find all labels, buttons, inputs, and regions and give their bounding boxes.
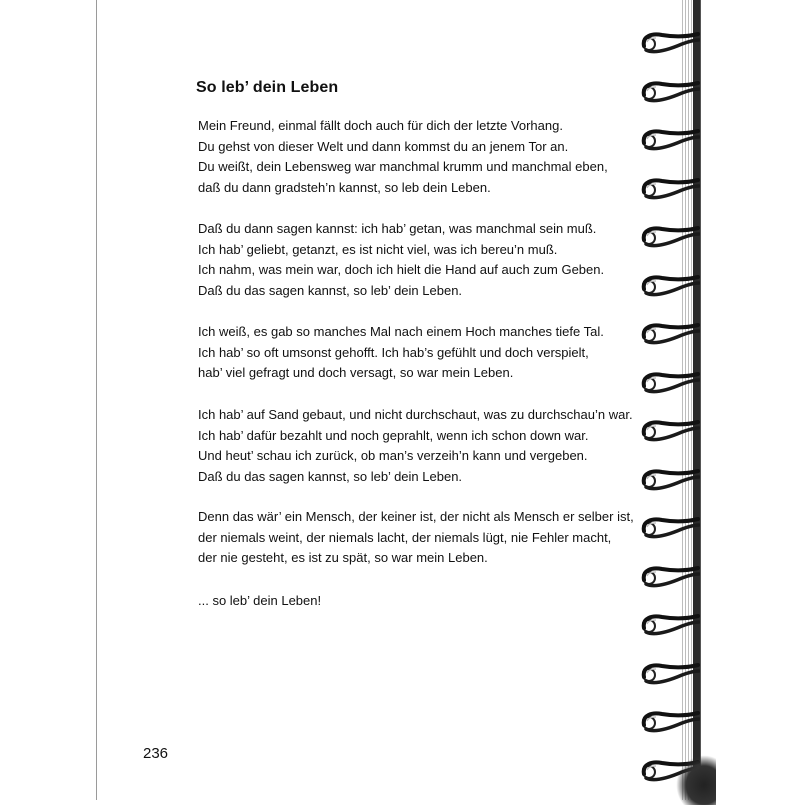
binding-ring — [638, 418, 700, 444]
binding-ring — [638, 709, 700, 735]
stanza-3 — [198, 322, 604, 384]
stanza-line: Und heut’ schau ich zurück, ob man’s verzeih’n kann und vergeben. — [198, 448, 588, 463]
binding-ring — [638, 30, 700, 56]
stanza-line: der niemals weint, der niemals lacht, der niemals lügt, nie Fehler macht, — [198, 529, 612, 545]
stanza-line: Daß du das sagen kannst, so leb’ dein Leben. — [198, 468, 463, 484]
page-title: So leb’ dein Leben — [196, 79, 339, 96]
stanza-line: Ich weiß, es gab so manches Mal nach einem Hoch manches tiefe Tal. — [198, 324, 604, 339]
page-number: 236 — [143, 745, 169, 762]
stanza-line: Mein Freund, einmal fällt doch auch für dich der letzte Vorhang. — [198, 118, 563, 133]
stanza-line: Du gehst von dieser Welt und dann kommst du an jenem Tor an. — [198, 138, 569, 154]
stanza-line: Du weißt, dein Lebensweg war manchmal krumm und manchmal eben, — [198, 159, 608, 174]
binding-ring — [638, 273, 700, 299]
binding-ring — [638, 224, 700, 250]
stanza-line: der nie gesteht, es ist zu spät, so war mein Leben. — [198, 550, 488, 565]
binding-ring — [638, 127, 700, 153]
binding-ring — [638, 661, 700, 687]
stanza-4 — [198, 405, 633, 487]
binding-ring — [638, 467, 700, 493]
binding-shadow — [676, 755, 716, 805]
stanza-line: Ich hab’ so oft umsonst gehofft. Ich hab’s gefühlt und doch verspielt, — [198, 344, 589, 360]
binding-ring — [638, 515, 700, 541]
stanza-line: Ich hab’ dafür bezahlt und noch geprahlt, wenn ich schon down war. — [198, 427, 589, 443]
stanza-line: daß du dann gradsteh’n kannst, so leb dein Leben. — [198, 179, 491, 195]
binding-ring — [638, 176, 700, 202]
stanza-line: Daß du dann sagen kannst: ich hab’ getan, was manchmal sein muß. — [198, 221, 597, 236]
binding-ring — [638, 370, 700, 396]
stanza-line: Ich hab’ geliebt, getanzt, es ist nicht viel, was ich bereu’n muß. — [198, 241, 558, 257]
stanza-line: Daß du das sagen kannst, so leb’ dein Leben. — [198, 282, 463, 298]
stanza-line: ... so leb’ dein Leben! — [198, 593, 322, 608]
stanza-2 — [198, 219, 604, 301]
stanza-line: Ich hab’ auf Sand gebaut, und nicht durchschaut, was zu durchschau’n war. — [198, 407, 633, 422]
stanza-6 — [198, 591, 321, 612]
binding-ring — [638, 321, 700, 347]
stanza-line: hab’ viel gefragt und doch versagt, so war mein Leben. — [198, 365, 514, 380]
binding-ring — [638, 79, 700, 105]
binding-ring — [638, 564, 700, 590]
stanza-line: Denn das wär’ ein Mensch, der keiner ist, der nicht als Mensch er selber ist, — [198, 509, 634, 524]
stanza-line: Ich nahm, was mein war, doch ich hielt die Hand auf auch zum Geben. — [198, 262, 605, 277]
binding-ring — [638, 612, 700, 638]
stanza-1 — [198, 116, 608, 198]
stanza-5 — [198, 507, 634, 569]
